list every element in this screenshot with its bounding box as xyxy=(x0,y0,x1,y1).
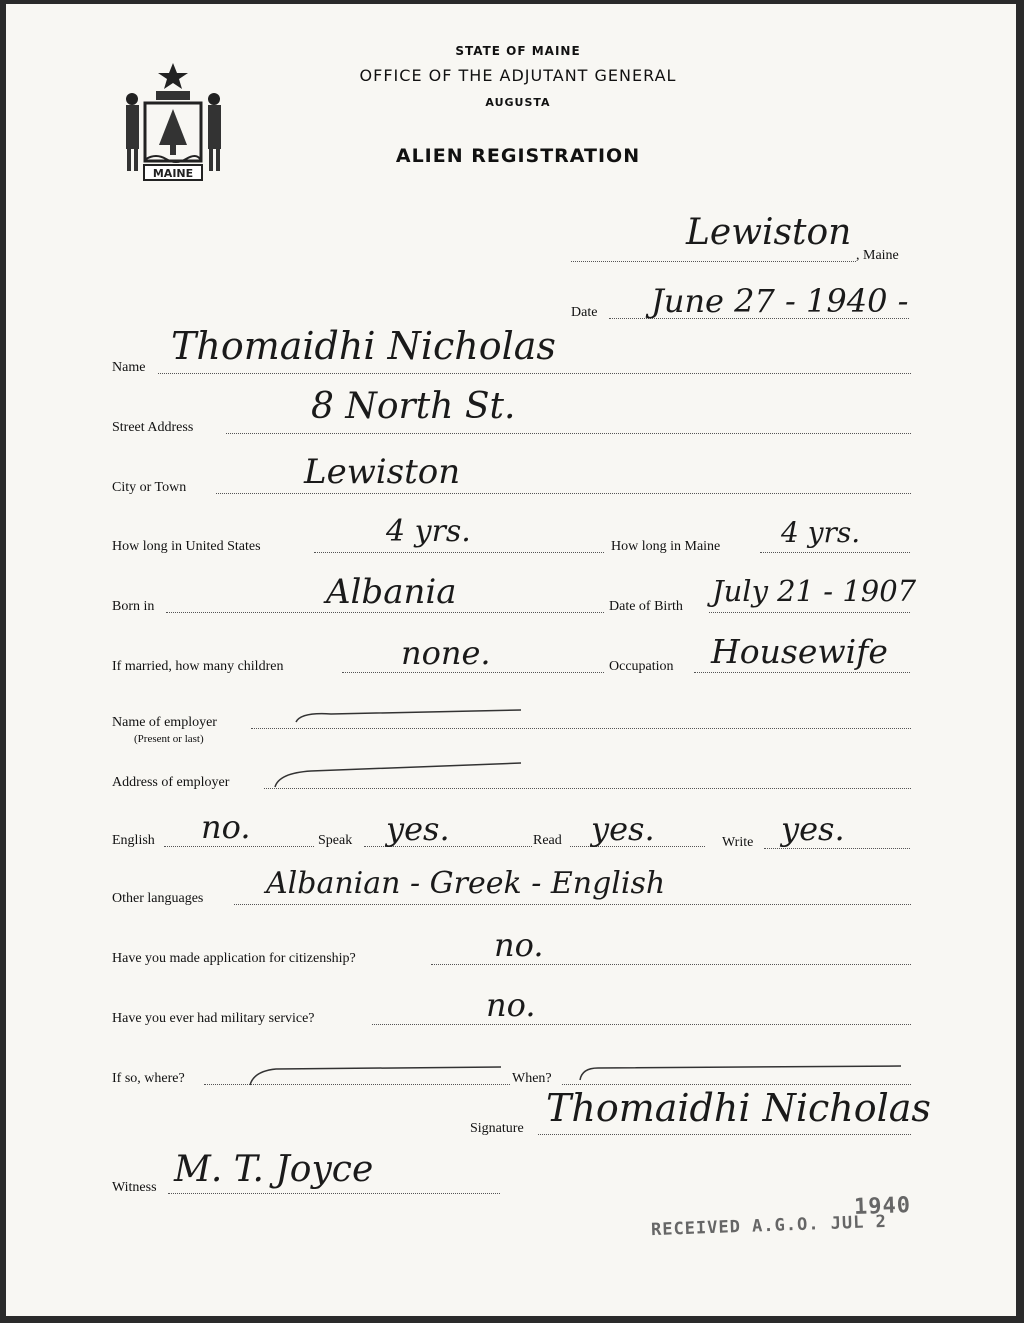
write-line xyxy=(764,848,910,849)
how-long-us-value: 4 yrs. xyxy=(386,514,471,549)
children-value: none. xyxy=(401,634,491,672)
speak-value: yes. xyxy=(386,810,450,848)
date-of-birth-line xyxy=(709,612,910,613)
citizenship-value: no. xyxy=(494,926,544,964)
street-address-line xyxy=(226,433,911,434)
other-languages-value: Albanian - Greek - English xyxy=(266,866,666,901)
english-line xyxy=(164,846,314,847)
date-of-birth-label: Date of Birth xyxy=(609,599,683,614)
employer-name-dash-icon xyxy=(291,704,531,734)
if-so-where-dash-icon xyxy=(246,1059,506,1089)
town-value: Lewiston xyxy=(686,212,852,253)
maine-label: , Maine xyxy=(856,248,899,263)
seal-banner-text: MAINE xyxy=(152,167,194,180)
citizenship-label: Have you made application for citizenship? xyxy=(112,951,356,966)
date-of-birth-value: July 21 - 1907 xyxy=(712,574,917,608)
occupation-line xyxy=(694,672,910,673)
write-label: Write xyxy=(722,835,754,850)
name-value: Thomaidhi Nicholas xyxy=(171,324,556,368)
header-city: AUGUSTA xyxy=(485,96,551,109)
employer-address-dash-icon xyxy=(271,759,531,794)
witness-line xyxy=(168,1193,500,1194)
born-in-line xyxy=(166,612,604,613)
received-stamp: RECEIVED A.G.O. JUL 2 xyxy=(650,1211,888,1241)
children-line xyxy=(342,672,604,673)
other-languages-label: Other languages xyxy=(112,891,204,906)
read-value: yes. xyxy=(591,810,655,848)
english-value: no. xyxy=(201,808,251,846)
date-label: Date xyxy=(571,305,598,320)
date-value: June 27 - 1940 - xyxy=(651,282,909,320)
how-long-maine-value: 4 yrs. xyxy=(781,516,861,549)
if-so-where-label: If so, where? xyxy=(112,1071,185,1086)
signature-line xyxy=(538,1134,911,1135)
town-line xyxy=(571,261,856,262)
name-label: Name xyxy=(112,360,146,375)
how-long-us-label: How long in United States xyxy=(112,539,261,554)
city-value: Lewiston xyxy=(304,452,461,492)
city-line xyxy=(216,493,911,494)
received-stamp-year: 1940 xyxy=(853,1193,912,1220)
street-address-label: Street Address xyxy=(112,420,194,435)
how-long-maine-line xyxy=(760,552,910,553)
read-label: Read xyxy=(533,833,562,848)
english-label: English xyxy=(112,833,155,848)
street-address-value: 8 North St. xyxy=(311,386,516,427)
born-in-label: Born in xyxy=(112,599,155,614)
military-label: Have you ever had military service? xyxy=(112,1011,315,1026)
how-long-us-line xyxy=(314,552,604,553)
signature-label: Signature xyxy=(470,1121,524,1136)
employer-address-label: Address of employer xyxy=(112,775,230,790)
military-line xyxy=(372,1024,911,1025)
born-in-value: Albania xyxy=(326,572,457,612)
city-label: City or Town xyxy=(112,480,187,495)
citizenship-line xyxy=(431,964,911,965)
header-state: STATE OF MAINE xyxy=(455,44,581,58)
registration-form-page xyxy=(6,4,1016,1316)
witness-label: Witness xyxy=(112,1180,157,1195)
signature-value: Thomaidhi Nicholas xyxy=(546,1086,931,1130)
children-label: If married, how many children xyxy=(112,659,284,674)
occupation-value: Housewife xyxy=(711,632,888,671)
how-long-maine-label: How long in Maine xyxy=(611,539,721,554)
speak-label: Speak xyxy=(318,833,353,848)
header-office: OFFICE OF THE ADJUTANT GENERAL xyxy=(359,66,677,85)
witness-value: M. T. Joyce xyxy=(174,1149,374,1190)
when-dash-icon xyxy=(576,1062,906,1088)
when-label: When? xyxy=(512,1071,552,1086)
occupation-label: Occupation xyxy=(609,659,674,674)
military-value: no. xyxy=(486,986,536,1024)
employer-name-sublabel: (Present or last) xyxy=(134,733,204,745)
write-value: yes. xyxy=(781,810,845,848)
employer-name-label: Name of employer xyxy=(112,715,217,730)
form-title: ALIEN REGISTRATION xyxy=(395,145,641,167)
name-line xyxy=(158,373,911,374)
other-languages-line xyxy=(234,904,911,905)
